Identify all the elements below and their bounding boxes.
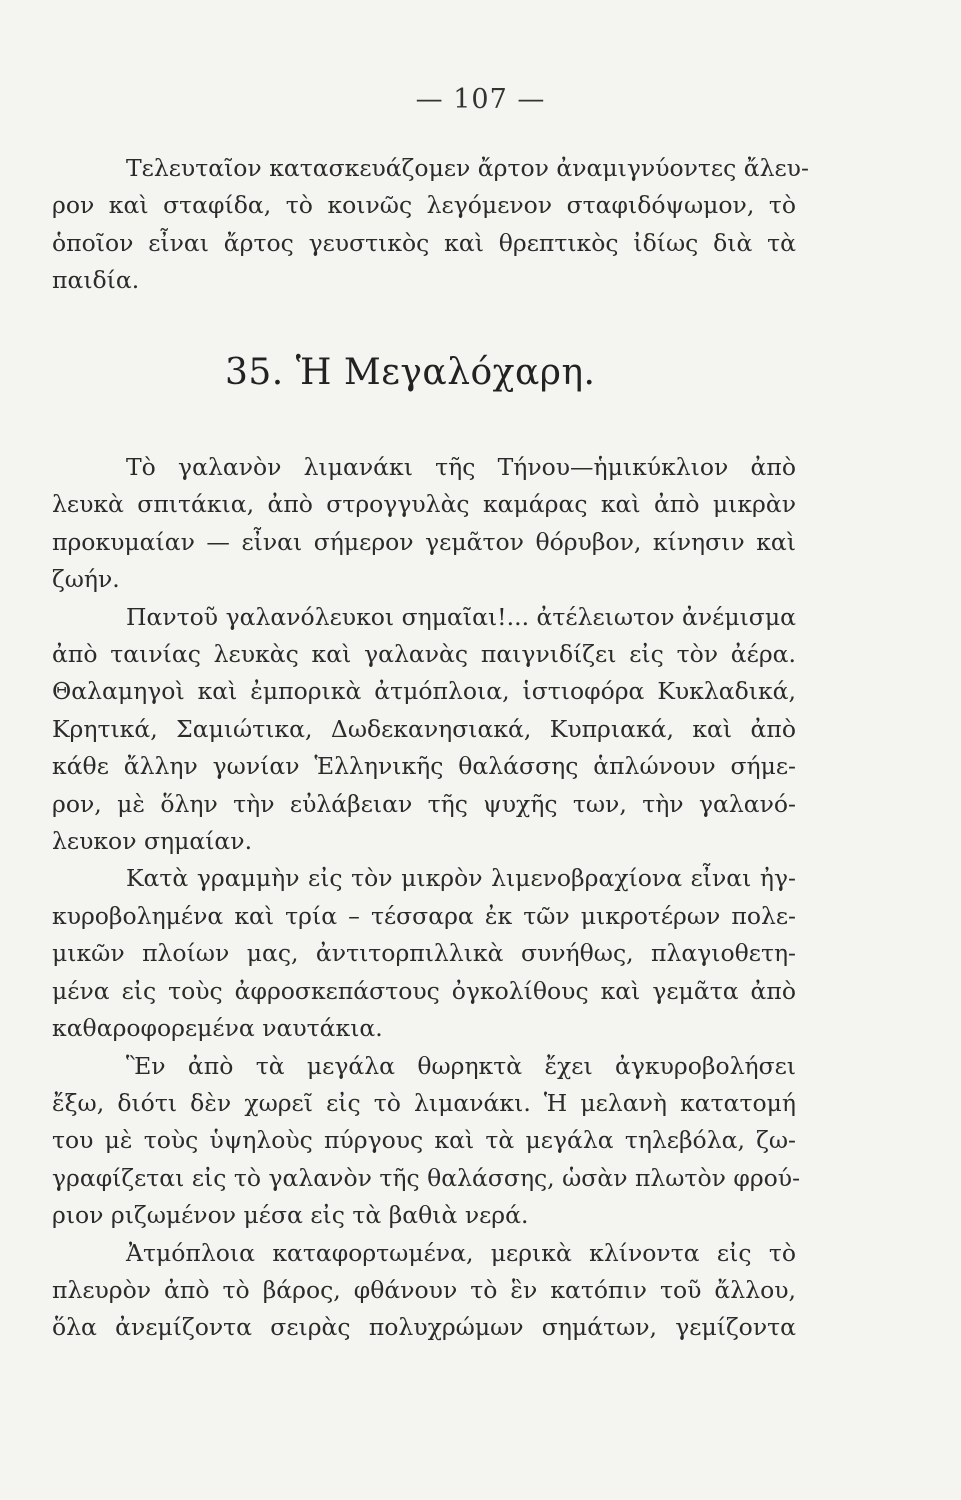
text-line: ζωήν. xyxy=(52,565,120,594)
text-line: Τὸ γαλανὸν λιμανάκι τῆς Τήνου—ἡμικύκλιον ἀπὸ xyxy=(126,453,796,481)
text-line: κυροβολημένα καὶ τρία – τέσσαρα ἐκ τῶν μικροτέρων πολε- xyxy=(52,901,796,930)
text-line: ἔξω, διότι δὲν χωρεῖ εἰς τὸ λιμανάκι. Ἡ μελανὴ κατατομή xyxy=(52,1088,796,1117)
text-line: ἀπὸ ταινίας λευκὰς καὶ γαλανὰς παιγνιδίζει εἰς τὸν ἀέρα. xyxy=(52,640,796,669)
text-line: Θαλαμηγοὶ καὶ ἐμπορικὰ ἀτμόπλοια, ἱστιοφόρα Κυκλαδικά, xyxy=(52,677,796,706)
text-line: ὁποῖον εἶναι ἄρτος γευστικὸς καὶ θρεπτικὸς ἰδίως διὰ τὰ xyxy=(52,228,796,257)
text-line: μένα εἰς τοὺς ἀφροσκεπάστους ὀγκολίθους καὶ γεμᾶτα ἀπὸ xyxy=(52,976,796,1005)
text-line: παιδία. xyxy=(52,266,140,295)
text-line: πλευρὸν ἀπὸ τὸ βάρος, φθάνουν τὸ ἓν κατόπιν τοῦ ἄλλου, xyxy=(52,1275,796,1304)
page-number: — 107 — xyxy=(415,84,546,115)
text-line: ριον ριζωμένον μέσα εἰς τὰ βαθιὰ νερά. xyxy=(52,1201,529,1230)
text-line: προκυμαίαν — εἶναι σήμερον γεμᾶτον θόρυβον, κίνησιν καὶ xyxy=(52,527,796,556)
text-line: καθαροφορεμένα ναυτάκια. xyxy=(52,1014,383,1043)
text-line: λευκον σημαίαν. xyxy=(52,827,253,856)
text-line: Ἓν ἀπὸ τὰ μεγάλα θωρηκτὰ ἔχει ἀγκυροβολήσει xyxy=(126,1051,796,1080)
text-line: ρον, μὲ ὅλην τὴν εὐλάβειαν τῆς ψυχῆς των, τὴν γαλανό- xyxy=(52,789,796,818)
intro-paragraph xyxy=(52,150,809,300)
text-line: Κρητικά, Σαμιώτικα, Δωδεκανησιακά, Κυπριακά, καὶ ἀπὸ xyxy=(52,714,796,743)
text-line: ρον καὶ σταφίδα, τὸ κοινῶς λεγόμενον σταφιδόψωμον, τὸ xyxy=(52,191,796,220)
text-line: Ἀτμόπλοια καταφορτωμένα, μερικὰ κλίνοντα εἰς τὸ xyxy=(126,1238,796,1267)
text-line: Παντοῦ γαλανόλευκοι σημαῖαι!... ἀτέλειωτον ἀνέμισμα xyxy=(126,602,796,631)
text-line: Τελευταῖον κατασκευάζομεν ἄρτον ἀναμιγνύοντες ἄλευ- xyxy=(126,154,809,182)
text-line: κάθε ἄλλην γωνίαν Ἑλληνικῆς θαλάσσης ἁπλώνουν σήμε- xyxy=(52,752,796,781)
text-line: του μὲ τοὺς ὑψηλοὺς πύργους καὶ τὰ μεγάλα τηλεβόλα, ζω- xyxy=(52,1126,796,1155)
text-line: ὅλα ἀνεμίζοντα σειρὰς πολυχρώμων σημάτων, γεμίζοντα xyxy=(52,1313,796,1342)
text-line: Κατὰ γραμμὴν εἰς τὸν μικρὸν λιμενοβραχίονα εἶναι ἠγ- xyxy=(126,864,796,893)
text-line: γραφίζεται εἰς τὸ γαλανὸν τῆς θαλάσσης, ὡσὰν πλωτὸν φρού- xyxy=(52,1163,801,1192)
section-body xyxy=(52,449,801,1347)
text-line: μικῶν πλοίων μας, ἀντιτορπιλλικὰ συνήθως, πλαγιοθετη- xyxy=(52,939,796,968)
section-heading: 35. Ἡ Μεγαλόχαρη. xyxy=(225,352,596,393)
text-line: λευκὰ σπιτάκια, ἀπὸ στρογγυλὰς καμάρας καὶ ἀπὸ μικρὰν xyxy=(52,490,796,519)
